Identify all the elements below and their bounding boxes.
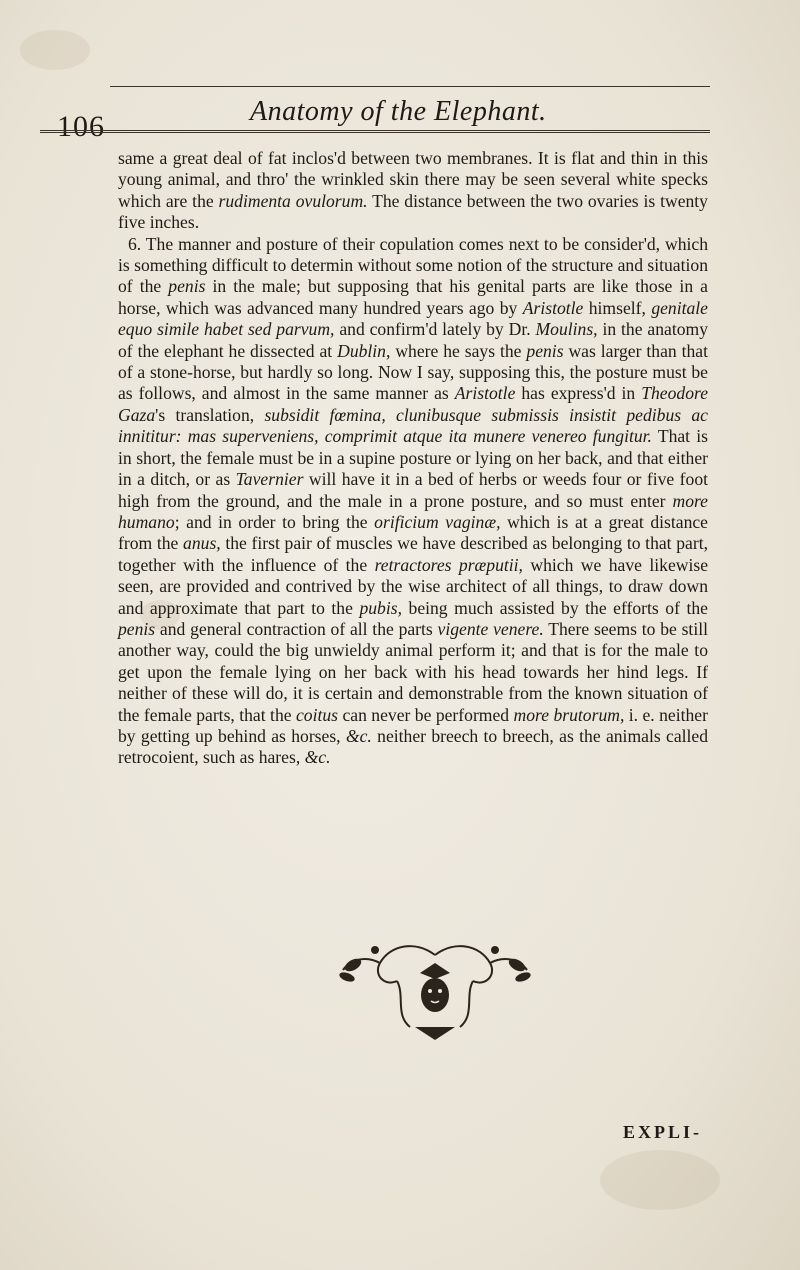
flower-right	[491, 946, 499, 954]
paragraph-copulation: 6. The manner and posture of their copulation comes next to be consider'd, which is something difficult to determin without some notion of the structure and situation of the penis in the male; but supposing that his genital parts are like those in a horse, which was advanced many hundred years ago by Aristotle himself, genitale equo simile habet sed parvum, and confirm'd lately by Dr. Moulins, in the anatomy of the elephant he dissected at Dublin, where he says the penis was larger than that of a stone-horse, but hardly so long. Now I say, supposing this, the posture must be as follows, and almost in the same manner as Aristotle has express'd in Theodore Gaza's translation, subsidit fœmina, clunibusque submissis insistit pedibus ac innititur: mas superveniens, comprimit atque ita munere venereo fungitur. That is in short, the female must be in a supine posture or lying on her back, and that either in a ditch, or as Tavernier will have it in a bed of herbs or weeds four or five foot high from the ground, and the male in a prone posture, and so must enter more humano; and in order to bring the orificium vaginæ, which is at a great distance from the anus, the first pair of muscles we have described as belonging to that part, together with the influence of the retractores præputii, which we have likewise seen, are provided and contrived by the wise architect of all things, to draw down and approximate that part to the pubis, being much assisted by the efforts of the penis and general contraction of all the parts vigente venere. There seems to be still another way, could the big unwieldy animal perform it; and that is for the male to get upon the female lying on her back with his head towards her hind legs. If neither of these will do, it is certain and demonstrable from the known situation of the female parts, that the coitus can never be performed more brutorum, i. e. neither by getting up behind as horses, &c. neither breech to breech, as the animals called retrocoient, such as hares, &c.	[118, 233, 709, 768]
scroll-left-lower	[397, 981, 410, 1027]
cherub-face	[421, 978, 449, 1012]
paragraph-ovaries: same a great deal of fat inclos'd between two membranes. It is flat and thin in this young animal, and thro' the wrinkled skin there may be seen several white specks which are the rudimenta ovulorum. The distance between the two ovaries is twenty five inches.	[118, 148, 708, 233]
header-rule-top	[110, 86, 710, 87]
foxing-stain	[20, 30, 90, 70]
pendant	[415, 1027, 455, 1040]
body-text	[118, 148, 708, 769]
crest	[420, 963, 450, 979]
leaf-right	[514, 971, 532, 984]
running-title: Anatomy of the Elephant.	[250, 96, 547, 127]
scroll-right-lower	[460, 981, 473, 1027]
foxing-stain	[600, 1150, 720, 1210]
flower-left	[371, 946, 379, 954]
leaf-left	[338, 971, 356, 984]
tailpiece-ornament	[335, 935, 535, 1045]
scroll-right-upper	[435, 946, 492, 982]
scroll-left-upper	[378, 946, 435, 982]
catchword: EXPLI-	[623, 1122, 703, 1142]
page-number: 106	[57, 110, 105, 143]
header-rule-bottom	[40, 130, 710, 135]
